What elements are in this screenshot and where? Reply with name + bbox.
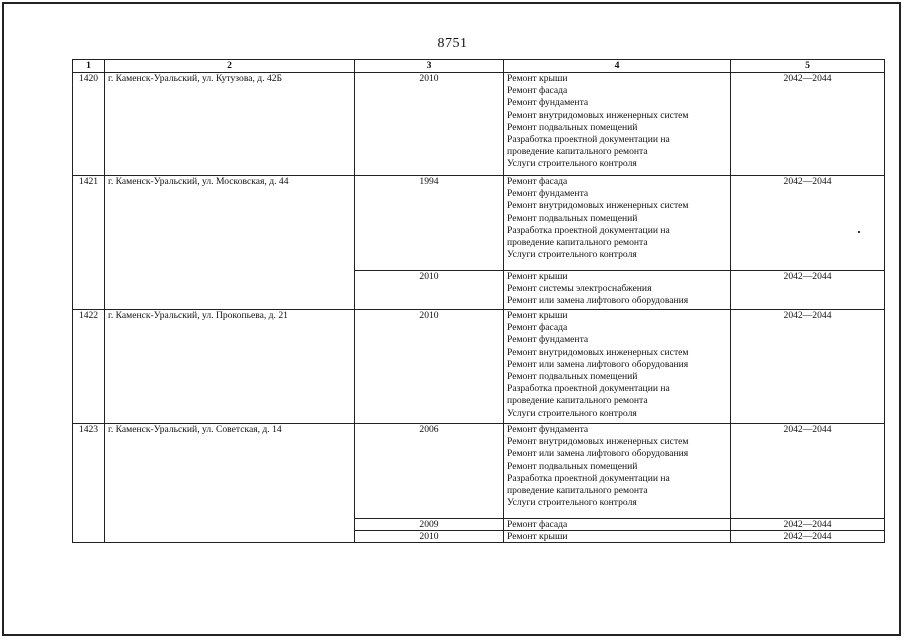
work-item: Ремонт подвальных помещений xyxy=(507,460,638,472)
row-number: 1420 xyxy=(73,73,105,176)
work-item: Ремонт фундамента xyxy=(507,97,589,109)
work-item: проведение капитального ремонта xyxy=(507,395,648,407)
address-cell: г. Каменск-Уральский, ул. Кутузова, д. 42Б xyxy=(105,73,355,176)
work-item: Ремонт крыши xyxy=(507,73,568,84)
period-cell: 2042—2044 xyxy=(731,519,885,531)
row-number: 1422 xyxy=(73,310,105,424)
year-cell: 2010 xyxy=(355,531,504,543)
work-item: Услуги строительного контроля xyxy=(507,497,637,509)
capital-repair-table xyxy=(72,59,885,543)
work-item: проведение капитального ремонта xyxy=(507,237,648,249)
column-header: 4 xyxy=(504,60,731,73)
work-item: Ремонт фундамента xyxy=(507,424,589,435)
works-cell xyxy=(504,519,731,531)
work-item: Ремонт внутридомовых инженерных систем xyxy=(507,346,689,358)
address-cell: г. Каменск-Уральский, ул. Московская, д. 44 xyxy=(105,176,355,310)
work-item: Ремонт крыши xyxy=(507,271,568,282)
column-header: 2 xyxy=(105,60,355,73)
work-item: Ремонт подвальных помещений xyxy=(507,121,638,133)
header-row xyxy=(73,60,885,73)
works-cell xyxy=(504,424,731,519)
work-item: Ремонт крыши xyxy=(507,310,568,321)
period-cell: 2042—2044 xyxy=(731,531,885,543)
work-item: Ремонт системы электроснабжения xyxy=(507,283,652,295)
table-row xyxy=(73,310,885,424)
work-item: проведение капитального ремонта xyxy=(507,146,648,158)
period-cell: 2042—2044 xyxy=(731,424,885,519)
work-item: Ремонт фундамента xyxy=(507,188,589,200)
work-item: Ремонт фасада xyxy=(507,519,568,530)
work-item: Разработка проектной документации на xyxy=(507,134,670,146)
works-cell xyxy=(504,73,731,176)
table-row xyxy=(73,424,885,519)
works-cell xyxy=(504,531,731,543)
period-cell: 2042—2044 xyxy=(731,271,885,310)
address-cell: г. Каменск-Уральский, ул. Прокопьева, д. 21 xyxy=(105,310,355,424)
year-cell: 2010 xyxy=(355,310,504,424)
work-item: Ремонт внутридомовых инженерных систем xyxy=(507,200,689,212)
year-cell: 2010 xyxy=(355,73,504,176)
work-item: Ремонт крыши xyxy=(507,531,568,542)
works-cell xyxy=(504,176,731,271)
row-number: 1421 xyxy=(73,176,105,310)
work-item: Разработка проектной документации на xyxy=(507,472,670,484)
work-item: Ремонт фундамента xyxy=(507,334,589,346)
column-header: 5 xyxy=(731,60,885,73)
work-item: Ремонт подвальных помещений xyxy=(507,212,638,224)
column-header: 1 xyxy=(73,60,105,73)
works-cell xyxy=(504,271,731,310)
work-item: Разработка проектной документации на xyxy=(507,224,670,236)
year-cell: 1994 xyxy=(355,176,504,271)
row-number: 1423 xyxy=(73,424,105,543)
period-cell: 2042—2044 xyxy=(731,73,885,176)
address-cell: г. Каменск-Уральский, ул. Советская, д. 14 xyxy=(105,424,355,543)
period-cell: 2042—2044 xyxy=(731,176,885,271)
page-number: 8751 xyxy=(437,36,468,51)
work-item: Ремонт или замена лифтового оборудования xyxy=(507,295,689,307)
work-item: Ремонт фасада xyxy=(507,85,568,97)
year-cell: 2006 xyxy=(355,424,504,519)
work-item: Услуги строительного контроля xyxy=(507,249,637,261)
work-item: Услуги строительного контроля xyxy=(507,158,637,170)
work-item: Ремонт фасада xyxy=(507,176,568,187)
work-item: Ремонт фасада xyxy=(507,322,568,334)
work-item: Услуги строительного контроля xyxy=(507,407,637,419)
work-item: Ремонт или замена лифтового оборудования xyxy=(507,448,689,460)
work-item: Ремонт внутридомовых инженерных систем xyxy=(507,109,689,121)
work-item: Разработка проектной документации на xyxy=(507,383,670,395)
works-cell xyxy=(504,310,731,424)
column-header: 3 xyxy=(355,60,504,73)
work-item: Ремонт внутридомовых инженерных систем xyxy=(507,436,689,448)
table-row xyxy=(73,176,885,271)
year-cell: 2010 xyxy=(355,271,504,310)
year-cell: 2009 xyxy=(355,519,504,531)
work-item: Ремонт или замена лифтового оборудования xyxy=(507,358,689,370)
work-item: Ремонт подвальных помещений xyxy=(507,371,638,383)
table-row xyxy=(73,73,885,176)
period-cell: 2042—2044 xyxy=(731,310,885,424)
work-item: проведение капитального ремонта xyxy=(507,485,648,497)
